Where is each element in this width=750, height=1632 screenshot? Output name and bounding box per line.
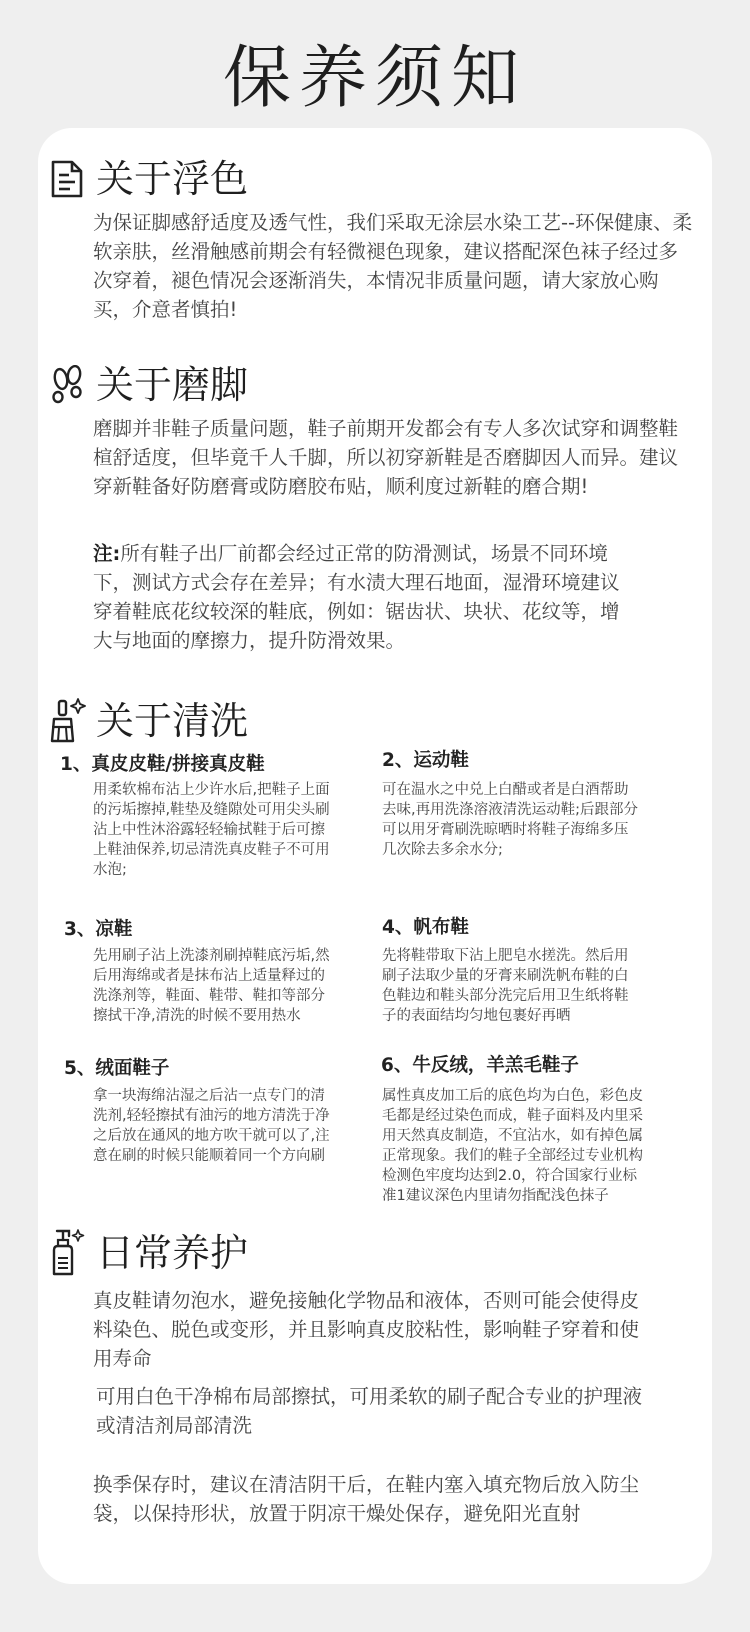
footprints-icon	[48, 364, 86, 406]
section-fading-header	[48, 156, 248, 202]
section-cleaning-title: 关于清洗	[96, 699, 249, 743]
cleaning-item-1-title: 1、真皮皮鞋/拼接真皮鞋	[60, 754, 265, 775]
cleaning-item-3-text: 先用刷子沾上洗漆剂刷掉鞋底污垢,然后用海绵或者是抹布沾上适量释过的洗涤剂等，鞋面、鞋带、鞋扣等部分擦拭干净,清洗的时候不要用热水	[93, 948, 330, 1024]
cleaning-item-6-title: 6、牛反绒，羊羔毛鞋子	[381, 1055, 579, 1076]
care-instructions-card	[38, 128, 712, 1584]
cleaning-item-5-title: 5、绒面鞋子	[64, 1058, 170, 1079]
section-fading-title: 关于浮色	[96, 157, 249, 201]
cleaning-item-4-text: 先将鞋带取下沾上肥皂水搓洗。然后用刷子法取少量的牙膏来刷洗帆布鞋的白色鞋边和鞋头部分洗完后用卫生纸将鞋子的表面结均匀地包裹好再晒	[382, 948, 629, 1024]
cleaning-item-5-text: 拿一块海绵沾湿之后沾一点专门的清洗剂,轻轻擦拭有油污的地方清洗于净之后放在通风的地方吹干就可以了,注意在刷的时候只能顺着同一个方向刷	[93, 1088, 330, 1164]
section-daily-text-2: 可用白色干净棉布局部擦拭，可用柔软的刷子配合专业的护理液或清洁剂局部清洗	[96, 1385, 643, 1437]
note-text: 所有鞋子出厂前都会经过正常的防滑测试，场景不同环境下，测试方式会存在差异；有水渍大理石地面，湿滑环境建议穿着鞋底花纹较深的鞋底，例如：锯齿状、块状、花纹等，增大与地面的摩擦力，提升防滑效果。	[93, 542, 620, 652]
cleaning-item-4-title: 4、帆布鞋	[382, 917, 469, 938]
section-rubbing-title: 关于磨脚	[96, 363, 249, 407]
section-fading-text: 为保证脚感舒适度及透气性，我们采取无涂层水染工艺--环保健康、柔软亲肤，丝滑触感前期会有轻微褪色现象，建议搭配深色袜子经过多次穿着，褪色情况会逐渐消失，本情况非质量问题，请大家放心购买，介意者慎拍!	[93, 211, 693, 321]
section-daily-text-1: 真皮鞋请勿泡水，避免接触化学物品和液体，否则可能会使得皮料染色、脱色或变形，并且影响真皮胶粘性，影响鞋子穿着和使用寿命	[93, 1289, 640, 1370]
lotion-bottle-icon	[48, 1232, 86, 1274]
cleaning-item-1-text: 用柔软棉布沾上少许水后,把鞋子上面的污垢擦掉,鞋垫及缝隙处可用尖头刷沾上中性沐浴露轻轻输拭鞋于后可擦上鞋油保养,切忌清洗真皮鞋子不可用水泡;	[93, 782, 330, 878]
cleaning-item-2-text: 可在温水之中兑上白醋或者是白酒帮助去味,再用洗涤溶液清洗运动鞋;后跟部分可以用牙膏刷洗晾晒时将鞋子海绵多压几次除去多余水分;	[382, 782, 638, 858]
cleaning-brush-icon	[48, 700, 86, 742]
section-daily-text-3: 换季保存时，建议在清洁阴干后，在鞋内塞入填充物后放入防尘袋，以保持形状，放置于阴凉干燥处保存，避免阳光直射	[93, 1473, 640, 1525]
cleaning-item-3-title: 3、凉鞋	[64, 919, 133, 940]
section-rubbing-header	[48, 362, 248, 408]
section-cleaning-header	[48, 698, 248, 744]
document-icon	[48, 158, 86, 200]
section-rubbing-text: 磨脚并非鞋子质量问题，鞋子前期开发都会有专人多次试穿和调整鞋楦舒适度，但毕竟千人千脚，所以初穿新鞋是否磨脚因人而异。建议穿新鞋备好防磨膏或防磨胶布贴，顺利度过新鞋的磨合期!	[93, 417, 679, 498]
cleaning-item-6-text: 属性真皮加工后的底色均为白色，彩色皮毛都是经过染色而成，鞋子面料及内里采用天然真皮制造，不宜沾水，如有掉色属正常现象。我们的鞋子全部经过专业机构检测色牢度均达到2.0，符合国家行业标准1建议深色内里请勿指配浅色抹子	[382, 1088, 643, 1204]
cleaning-item-2-title: 2、运动鞋	[382, 750, 469, 771]
section-daily-title: 日常养护	[96, 1231, 249, 1275]
section-rubbing-note	[93, 539, 638, 655]
section-daily-header	[48, 1230, 248, 1276]
note-label: 注:	[93, 542, 121, 565]
page-title: 保养须知	[222, 39, 527, 118]
